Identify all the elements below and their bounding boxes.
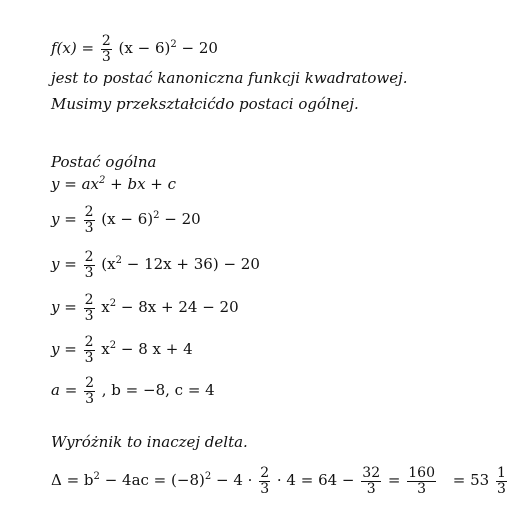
fraction-denominator: 3 <box>84 219 94 236</box>
equation-step-3 <box>51 293 239 323</box>
fraction <box>84 205 95 235</box>
equation-tail: − 20 <box>159 210 201 229</box>
fraction-denominator: 3 <box>417 480 427 497</box>
equation-term: x <box>101 298 110 317</box>
fraction-numerator: 2 <box>84 334 94 350</box>
equation-term: (x − 6) <box>118 39 171 58</box>
fraction-denominator: 3 <box>85 390 94 407</box>
equation-term: = 53 <box>452 471 490 490</box>
equation-tail: + bx + c <box>105 175 177 193</box>
fraction-denominator: 3 <box>260 480 270 497</box>
equation-term: − 4ac = (−8) <box>99 471 205 490</box>
delta-equation <box>51 466 509 496</box>
exponent: 2 <box>170 39 177 51</box>
text-transform-note: Musimy przekształcićdo postaci ogólnej. <box>51 95 359 113</box>
fraction <box>84 250 95 280</box>
equation-lhs: f(x) = <box>51 39 95 58</box>
equation-step-4 <box>51 335 193 365</box>
fraction <box>84 376 95 406</box>
equation-tail: − 8x + 24 − 20 <box>116 298 239 317</box>
general-form-equation <box>51 177 176 192</box>
fraction <box>101 34 112 64</box>
equation-lhs: y = <box>51 255 77 274</box>
exponent: 2 <box>109 340 117 352</box>
fraction-numerator: 32 <box>362 465 381 481</box>
equation-term: · 4 = 64 − <box>276 471 355 490</box>
fraction-numerator: 1 <box>496 465 506 481</box>
equation-term: − 4 · <box>211 471 253 490</box>
canonical-form-equation <box>51 34 218 64</box>
equation-term: Δ = b <box>51 471 94 490</box>
fraction-denominator: 3 <box>366 480 376 497</box>
equation-tail: , b = −8, c = 4 <box>101 381 215 400</box>
equation-lhs: y = <box>51 340 77 359</box>
heading-general-form: Postać ogólna <box>51 153 157 171</box>
text-discriminant-note: Wyróżnik to inaczej delta. <box>51 433 248 451</box>
fraction-numerator: 2 <box>84 204 94 220</box>
fraction <box>407 466 436 496</box>
equation-term: x <box>101 340 110 359</box>
equation-step-1 <box>51 205 201 235</box>
exponent: 2 <box>109 298 117 310</box>
equation-tail: − 20 <box>176 39 218 58</box>
equation-term: y = ax <box>51 175 99 193</box>
equation-lhs: y = <box>51 298 77 317</box>
equation-lhs: y = <box>51 210 77 229</box>
fraction-numerator: 2 <box>85 375 94 391</box>
equation-term: (x − 6) <box>101 210 154 229</box>
text-canonical-note: jest to postać kanoniczna funkcji kwadratowej. <box>51 69 408 87</box>
fraction <box>361 466 381 496</box>
fraction <box>496 466 507 496</box>
equation-term: (x <box>101 255 116 274</box>
fraction-numerator: 2 <box>101 33 111 49</box>
equation-tail: − 8 x + 4 <box>116 340 193 359</box>
fraction-denominator: 3 <box>101 48 111 65</box>
equation-lhs: a = <box>51 381 78 400</box>
fraction-numerator: 2 <box>84 292 94 308</box>
fraction-denominator: 3 <box>84 264 94 281</box>
fraction-numerator: 2 <box>260 465 270 481</box>
fraction <box>84 335 95 365</box>
exponent: 2 <box>153 210 160 222</box>
fraction-denominator: 3 <box>84 307 94 324</box>
equation-term: = <box>387 471 401 490</box>
exponent: 2 <box>115 255 122 267</box>
equation-step-2 <box>51 250 260 280</box>
fraction-denominator: 3 <box>84 349 94 366</box>
fraction <box>84 293 95 323</box>
fraction-numerator: 160 <box>408 465 435 481</box>
exponent: 2 <box>93 471 100 483</box>
exponent: 2 <box>204 471 212 483</box>
fraction-denominator: 3 <box>496 480 506 497</box>
coefficients-line <box>51 376 215 406</box>
fraction <box>259 466 270 496</box>
exponent: 2 <box>98 175 106 186</box>
equation-tail: − 12x + 36) − 20 <box>121 255 260 274</box>
fraction-numerator: 2 <box>84 249 94 265</box>
